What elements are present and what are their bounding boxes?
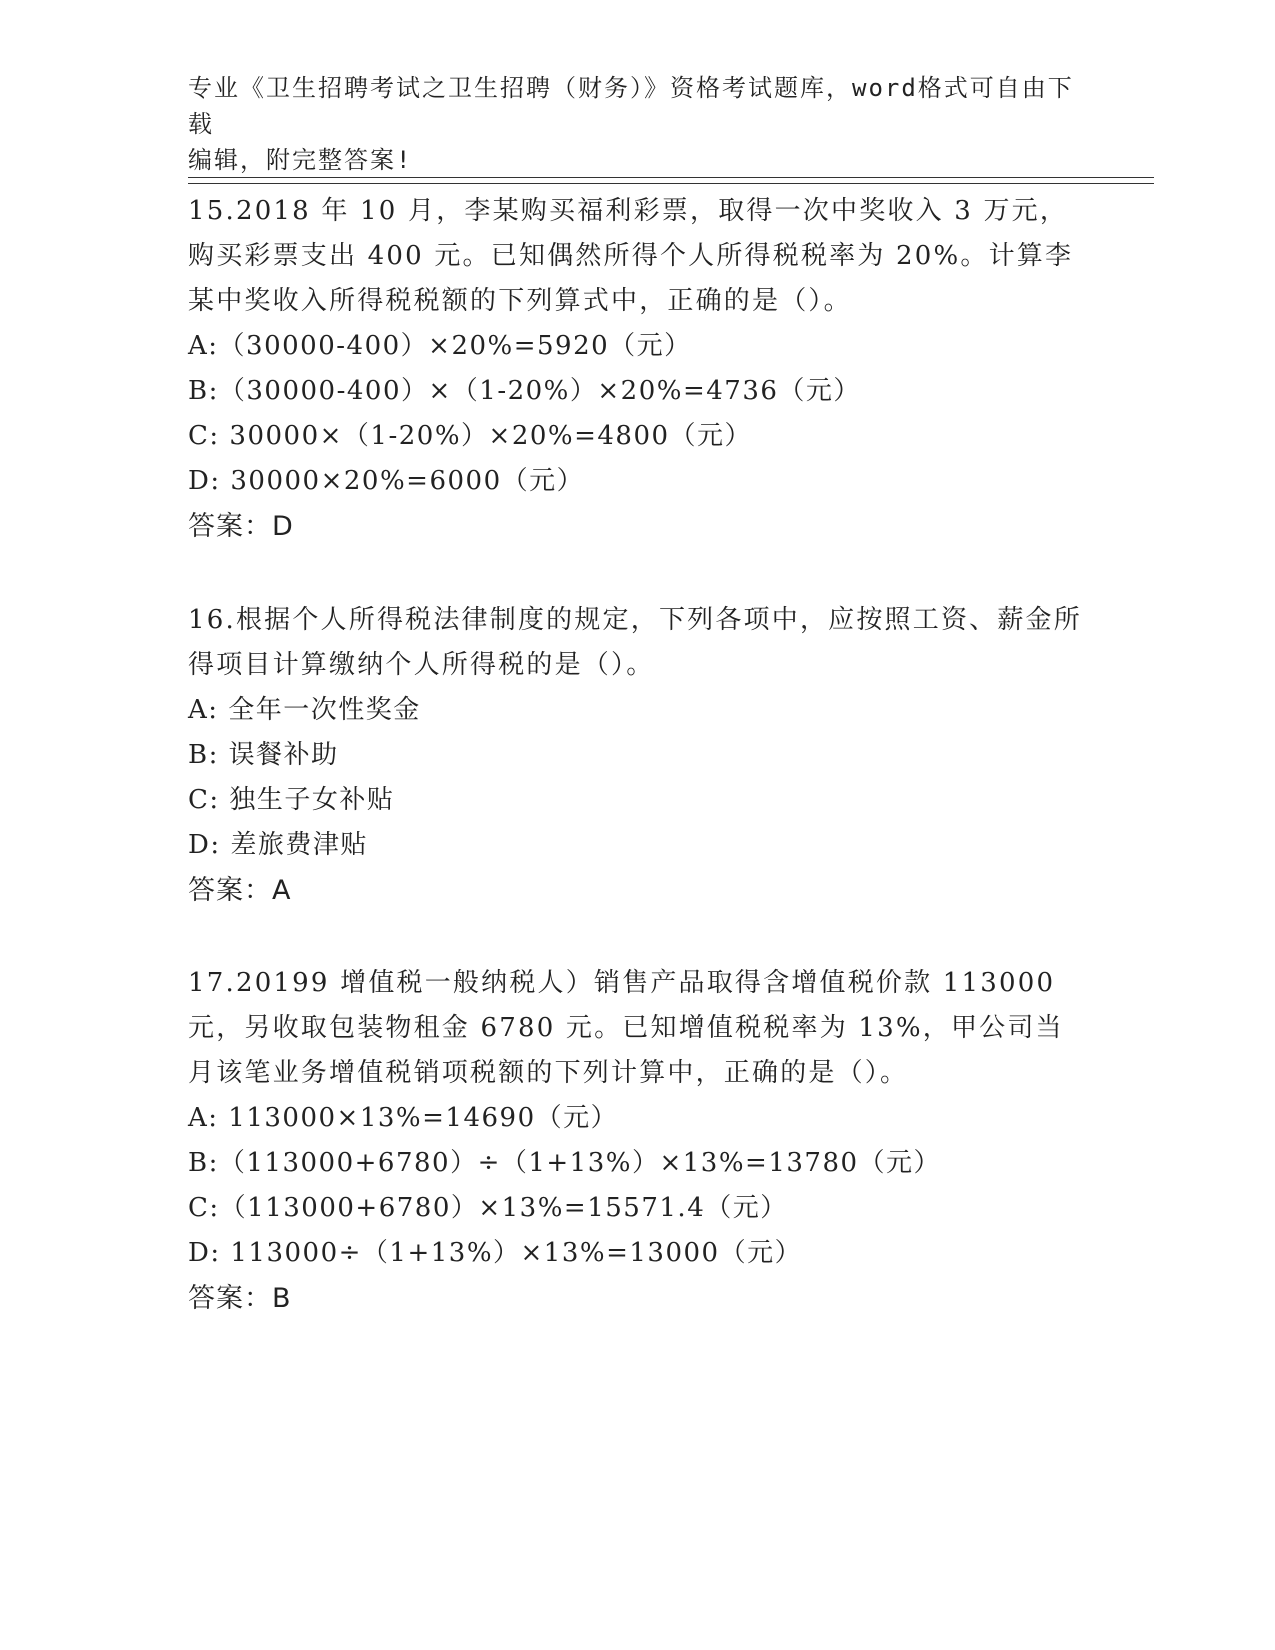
question-stem: 17.20199 增值税一般纳税人）销售产品取得含增值税价款 113000 元，另收取包装物租金 6780 元。已知增值税税率为 13%，甲公司当月该笔业务增值税销项税额的下列计算中，正确的是（）。 [188,968,1064,1088]
header-line-2: 编辑，附完整答案! [188,146,413,174]
option-a: A: 全年一次性奖金 [188,695,421,725]
option-c: C: 30000×（1-20%）×20%=4800（元） [188,421,753,451]
question-16 [188,598,1088,913]
header-divider-bottom [188,183,1154,184]
option-c: C:（113000+6780）×13%=15571.4（元） [188,1193,788,1223]
option-a: A:（30000-400）×20%=5920（元） [188,331,692,361]
document-header [188,70,1088,178]
question-stem: 15.2018 年 10 月，李某购买福利彩票，取得一次中奖收入 3 万元，购买彩票支出 400 元。已知偶然所得个人所得税税率为 20%。计算李某中奖收入所得税税额的下列算式中，正确的是（）。 [188,196,1074,316]
question-15 [188,189,1088,549]
option-d: D: 30000×20%=6000（元） [188,466,585,496]
answer: 答案：D [188,511,294,542]
option-c: C: 独生子女补贴 [188,785,395,815]
header-line-1: 专业《卫生招聘考试之卫生招聘（财务）》资格考试题库，word格式可自由下载 [188,74,1074,138]
option-b: B: 误餐补助 [188,740,339,770]
header-divider-top [188,177,1154,178]
option-d: D: 差旅费津贴 [188,830,368,860]
option-b: B:（30000-400）×（1-20%）×20%=4736（元） [188,376,861,406]
question-stem: 16.根据个人所得税法律制度的规定，下列各项中，应按照工资、薪金所得项目计算缴纳个人所得税的是（）。 [188,605,1082,680]
option-d: D: 113000÷（1+13%）×13%=13000（元） [188,1238,803,1268]
option-b: B:（113000+6780）÷（1+13%）×13%=13780（元） [188,1148,942,1178]
option-a: A: 113000×13%=14690（元） [188,1103,619,1133]
answer: 答案：B [188,1283,292,1314]
question-17 [188,961,1088,1321]
answer: 答案：A [188,875,292,906]
